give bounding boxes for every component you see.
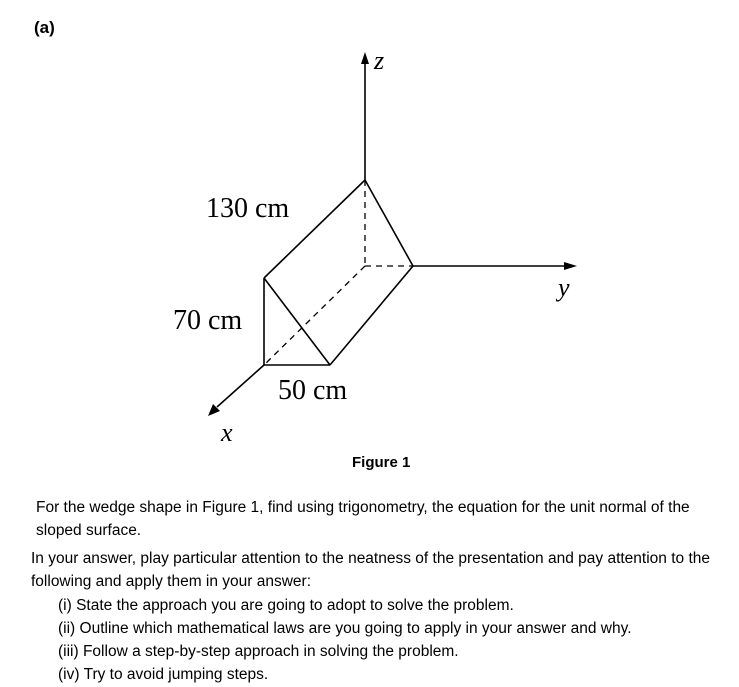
part-label: (a) — [34, 18, 55, 37]
x-axis-line — [217, 365, 264, 407]
x-axis-label: x — [221, 418, 233, 447]
y-axis-label: y — [558, 273, 570, 302]
list-item — [58, 640, 632, 663]
step-text: Outline which mathematical laws are you going to apply in your answer and why. — [79, 620, 632, 637]
z-axis-label: z — [374, 46, 385, 75]
figure-caption: Figure 1 — [352, 454, 411, 471]
step-marker: (iv) — [58, 666, 80, 683]
instruction-steps — [58, 594, 632, 686]
step-text: State the approach you are going to adopt to solve the problem. — [76, 597, 514, 614]
width-dimension-label: 50 cm — [278, 375, 348, 406]
height-dimension-label: 70 cm — [173, 305, 243, 336]
y-axis-arrowhead — [564, 262, 577, 270]
length-dimension-label: 130 cm — [206, 193, 290, 224]
step-text: Try to avoid jumping steps. — [83, 666, 269, 683]
list-item — [58, 594, 632, 617]
question-text: For the wedge shape in Figure 1, find using trigonometry, the equation for the unit normal of the sloped surface. — [36, 499, 690, 539]
list-item — [58, 617, 632, 640]
step-marker: (iii) — [58, 643, 79, 660]
instructions-intro: In your answer, play particular attention to the neatness of the presentation and pay attention to the following and apply them in your answer: — [31, 550, 711, 590]
step-marker: (i) — [58, 597, 72, 614]
step-marker: (ii) — [58, 620, 76, 637]
list-item — [58, 663, 632, 686]
z-axis-arrowhead — [361, 52, 369, 64]
step-text: Follow a step-by-step approach in solving the problem. — [82, 643, 459, 660]
